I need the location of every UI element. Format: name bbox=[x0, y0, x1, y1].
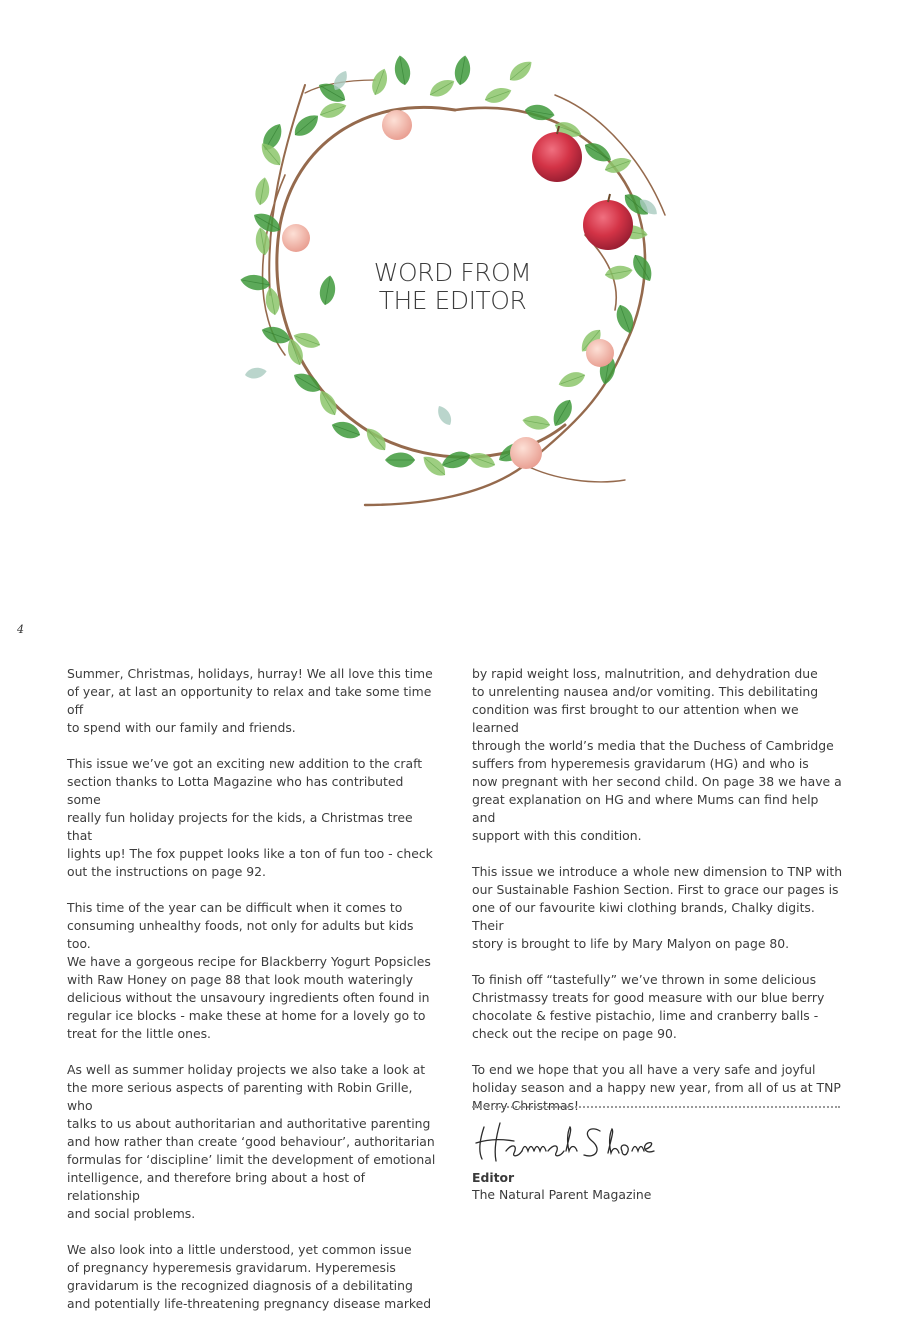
paragraph: We also look into a little understood, yet common issue of pregnancy hyperemesis gravidarum. Hyperemesis gravidarum is the recognized diagnosis of a debilitating and potentially life-threatening pregnancy disease marked bbox=[67, 1242, 432, 1311]
paragraph: To finish off “tastefully” we’ve thrown in some delicious Christmassy treats for good measure with our blue berry chocolate & festive pistachio, lime and cranberry balls - check out the recipe on page 90. bbox=[472, 972, 825, 1041]
paragraph: by rapid weight loss, malnutrition, and dehydration due to unrelenting nausea and/or vomiting. This debilitating condition was first brought to our attention when we learned through the world’s media that the Duchess of Cambridge suffers from hyperemesis gravidarum (HG) and who is now pregnant with her second child. On page 38 we have a great explanation on HG and where Mums can find help and support with this condition. bbox=[472, 666, 842, 843]
paragraph: To end we hope that you all have a very safe and joyful holiday season and a happy new year, from all of us at TNP Merry Christmas! bbox=[472, 1062, 841, 1113]
editor-signature bbox=[472, 1117, 672, 1167]
paragraph: This issue we’ve got an exciting new addition to the craft section thanks to Lotta Magazine who has contributed some really fun holiday projects for the kids, a Christmas tree that lights up! The fox puppet looks like a ton of fun too - check out the instructions on page 92. bbox=[67, 756, 433, 879]
right-column bbox=[472, 665, 844, 1133]
paragraph: This time of the year can be difficult when it comes to consuming unhealthy foods, not only for adults but kids too. We have a gorgeous recipe for Blackberry Yogurt Popsicles with Raw Honey on page 88 that look mouth wateringly delicious without the unsavoury ingredients often found in regular ice blocks - make these at home for a lovely go to treat for the little ones. bbox=[67, 900, 431, 1041]
paragraph: As well as summer holiday projects we also take a look at the more serious aspects of parenting with Robin Grille, who talks to us about authoritarian and authoritative parenting and how rather than create ‘good behaviour’, authoritarian formulas for ‘discipline’ limit the development of emotional intelligence, and therefore bring about a host of relationship and social problems. bbox=[67, 1062, 436, 1221]
magazine-name: The Natural Parent Magazine bbox=[472, 1187, 652, 1202]
page-title bbox=[300, 259, 605, 315]
page-title-line-2: THE EDITOR bbox=[378, 286, 527, 315]
paragraph: Summer, Christmas, holidays, hurray! We all love this time of year, at last an opportunity to relax and take some time off to spend with our family and friends. bbox=[67, 666, 433, 735]
page-title-line-1: WORD FROM bbox=[373, 258, 532, 287]
editor-role: Editor bbox=[472, 1170, 515, 1185]
page-number: 4 bbox=[17, 623, 24, 636]
dotted-divider bbox=[472, 1106, 840, 1108]
paragraph: This issue we introduce a whole new dimension to TNP with our Sustainable Fashion Section. First to grace our pages is one of our favourite kiwi clothing brands, Chalky digits. Their story is brought to life by Mary Malyon on page 80. bbox=[472, 864, 843, 951]
left-column bbox=[67, 665, 439, 1331]
